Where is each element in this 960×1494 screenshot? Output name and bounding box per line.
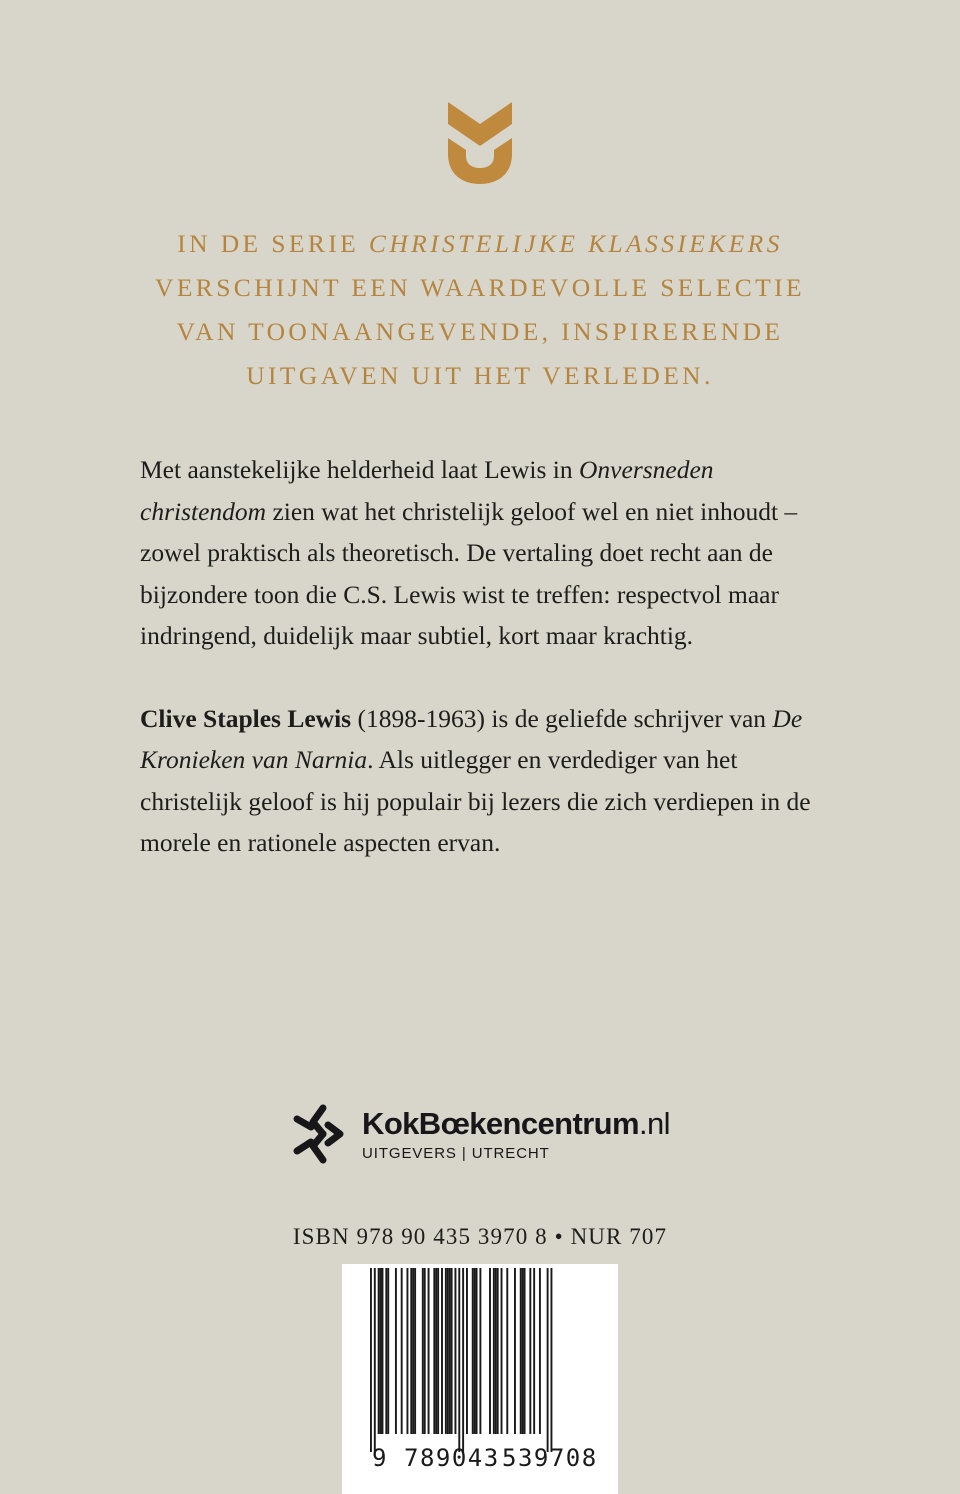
- series-line-1-italic: CHRISTELIJKE KLASSIEKERS: [368, 229, 783, 258]
- series-statement-line-2: VERSCHIJNT EEN WAARDEVOLLE SELECTIE: [155, 273, 805, 302]
- kokboekencentrum-mark-icon: [290, 1103, 346, 1165]
- svg-text:9: 9: [372, 1444, 387, 1472]
- svg-text:789043: 789043: [404, 1444, 500, 1472]
- blurb-p2-seg4: . Als uitlegger en verdediger van het christelijk geloof is hij populair bij lezers die zich verdiepen in de morele en rationele aspecten ervan.: [140, 745, 811, 857]
- blurb-p1-title: Onversneden christendom: [140, 455, 714, 526]
- blurb-p1-seg3: zien wat het christelijk geloof wel en niet inhoudt – zowel praktisch als theoretisch. De vertaling doet recht aan de bijzondere toon die C.S. Lewis wist te treffen: respectvol maar indringend, duidelijk maar subtiel, kort maar krachtig.: [140, 496, 798, 650]
- publisher-name-tld: .nl: [638, 1105, 670, 1141]
- series-emblem-icon: [444, 98, 516, 186]
- publisher-logo: [0, 1103, 960, 1165]
- narnia-title: De Kronieken van Narnia: [140, 703, 803, 774]
- series-statement: [80, 222, 880, 398]
- series-statement-line-3: VAN TOONAANGEVENDE, INSPIRERENDE: [176, 317, 784, 346]
- series-statement-line-1: [80, 222, 880, 266]
- publisher-text: [362, 1105, 670, 1162]
- series-emblem-wrapper: [0, 98, 960, 186]
- blurb-paragraph-book: [140, 449, 812, 657]
- series-line-1-pre: IN DE SERIE: [177, 229, 369, 258]
- isbn-line: ISBN 978 90 435 3970 8 • NUR 707: [292, 1224, 668, 1249]
- blurb-block: [140, 449, 812, 864]
- ean13-barcode: [342, 1264, 618, 1494]
- barcode-panel: [342, 1264, 618, 1494]
- publisher-name-main: KokBœkencentrum: [362, 1105, 639, 1141]
- blurb-paragraph-author: [140, 698, 812, 864]
- blurb-p2-seg2: (1898-1963) is de geliefde schrijver van: [351, 703, 773, 733]
- blurb-p1-seg1: Met aanstekelijke helderheid laat Lewis in: [140, 455, 580, 484]
- author-name: Clive Staples Lewis: [140, 703, 352, 733]
- series-statement-line-4: UITGAVEN UIT HET VERLEDEN.: [246, 361, 714, 390]
- svg-text:539708: 539708: [502, 1444, 598, 1472]
- publisher-name: [362, 1105, 670, 1141]
- publisher-logo-inner: [290, 1103, 670, 1165]
- publisher-subtitle: UITGEVERS | UTRECHT: [362, 1144, 550, 1162]
